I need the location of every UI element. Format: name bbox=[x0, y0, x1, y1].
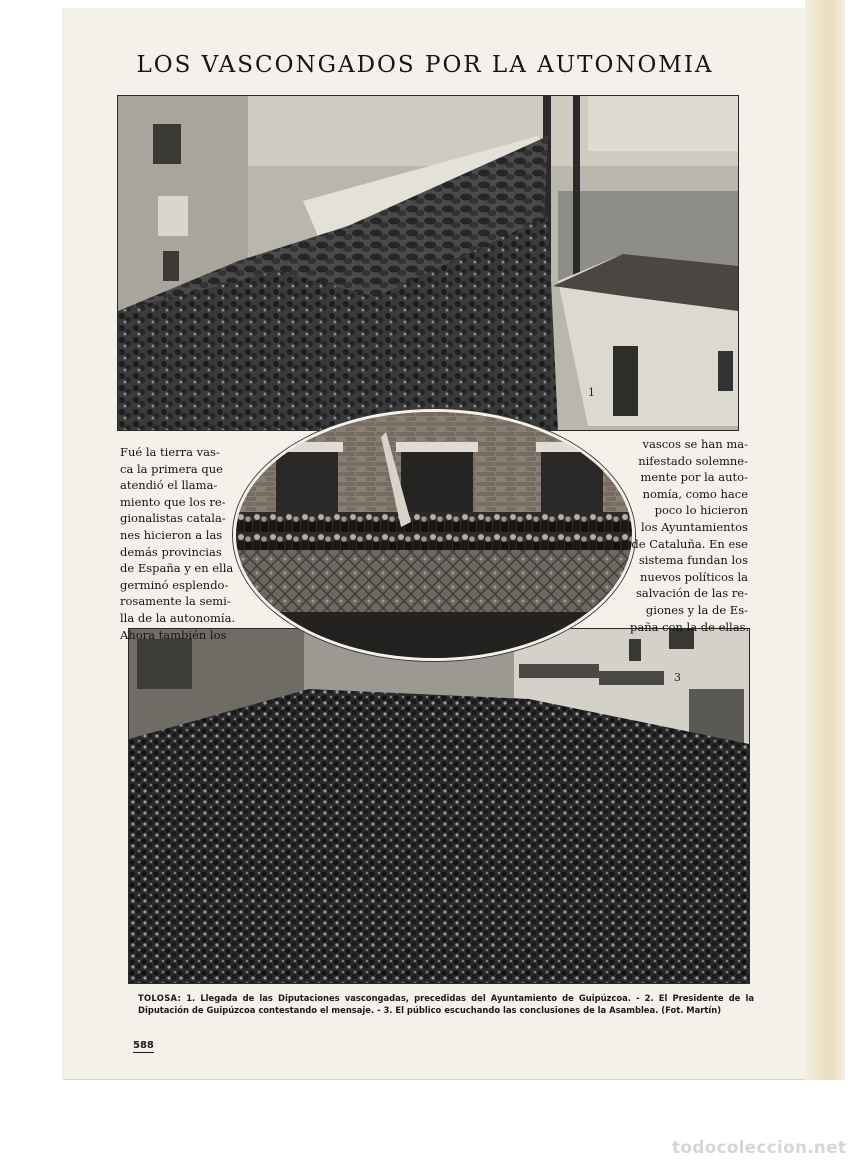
watermark: todocoleccion.net bbox=[672, 1138, 847, 1158]
photo-crowd-square bbox=[128, 628, 750, 984]
article-text-right: vascos se han ma- nifestado solemne- mente por la auto- nomía, como hace poco lo hicieron los Ayuntamientos de Cataluña. En ese sistema fundan los nuevos políticos la salvación de las re- giones y la de Es- paña con la de ellas. bbox=[630, 437, 750, 634]
photo-caption bbox=[138, 992, 754, 1016]
photo-procession-bridge bbox=[117, 95, 739, 431]
page-edge-strip bbox=[805, 0, 845, 1080]
photo-balcony-oval bbox=[233, 409, 635, 661]
article-text-left: Fué la tierra vas- ca la primera que atendió el llama- miento que los re- gionalistas catala- nes hicieron a las demás provincias de España y en ella germinó esplendo- rosamente la semi- lla de la autonomía. Ahora también los bbox=[120, 445, 236, 642]
photo-3-number: 3 bbox=[674, 671, 681, 684]
photo-1-number: 1 bbox=[588, 386, 595, 399]
article-title: LOS VASCONGADOS POR LA AUTONOMIA bbox=[136, 52, 714, 78]
page-number: 588 bbox=[133, 1040, 154, 1051]
photo-2-number: 2 bbox=[516, 614, 523, 627]
caption-place: TOLOSA: bbox=[138, 993, 182, 1003]
caption-text: 1. Llegada de las Diputaciones vascongadas, precedidas del Ayuntamiento de Guipúzcoa. - 2. El Presidente de la Diputación de Guipúzcoa contestando el mensaje. - 3. El público escuchando las conclusiones de la Asamblea. (Fot. Martín) bbox=[138, 993, 754, 1015]
